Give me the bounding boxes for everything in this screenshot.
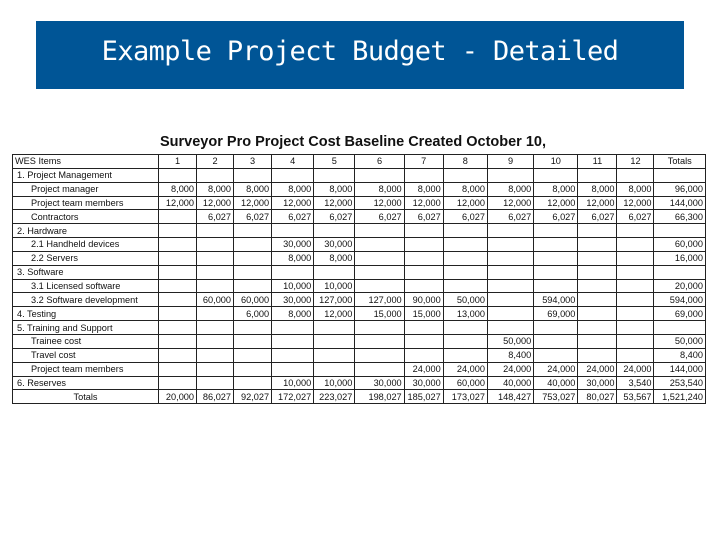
table-cell: 10,000 xyxy=(314,279,355,293)
table-cell xyxy=(617,238,654,252)
table-cell xyxy=(159,307,197,321)
table-cell: 8,000 xyxy=(578,182,617,196)
table-cell: 10,000 xyxy=(272,376,314,390)
table-cell: 12,000 xyxy=(404,196,443,210)
table-cell xyxy=(355,321,404,335)
table-cell: 30,000 xyxy=(272,238,314,252)
table-cell: 8,000 xyxy=(272,307,314,321)
row-label: 4. Testing xyxy=(13,307,159,321)
table-cell xyxy=(234,251,272,265)
table-cell: 60,000 xyxy=(197,293,234,307)
table-cell: 6,027 xyxy=(534,210,578,224)
row-label: 2.1 Handheld devices xyxy=(13,238,159,252)
table-cell: 50,000 xyxy=(487,334,533,348)
header-cell: 8 xyxy=(443,155,487,169)
table-cell xyxy=(272,265,314,279)
table-cell: 80,027 xyxy=(578,390,617,404)
table-cell xyxy=(159,362,197,376)
table-cell xyxy=(197,251,234,265)
table-cell: 86,027 xyxy=(197,390,234,404)
header-cell: 4 xyxy=(272,155,314,169)
table-cell xyxy=(234,348,272,362)
header-cell: 9 xyxy=(487,155,533,169)
header-cell: 7 xyxy=(404,155,443,169)
table-cell: 6,027 xyxy=(617,210,654,224)
table-cell xyxy=(404,334,443,348)
table-cell: 12,000 xyxy=(355,196,404,210)
table-cell: 40,000 xyxy=(534,376,578,390)
header-cell: 3 xyxy=(234,155,272,169)
table-cell: 60,000 xyxy=(443,376,487,390)
table-cell xyxy=(534,334,578,348)
table-cell xyxy=(487,293,533,307)
table-cell xyxy=(355,279,404,293)
table-cell xyxy=(355,224,404,238)
budget-table xyxy=(12,154,706,404)
table-cell: 40,000 xyxy=(487,376,533,390)
table-row xyxy=(13,265,706,279)
table-cell xyxy=(617,334,654,348)
table-cell xyxy=(443,224,487,238)
table-cell xyxy=(197,362,234,376)
row-label: 5. Training and Support xyxy=(13,321,159,335)
table-cell xyxy=(355,251,404,265)
slide-title: Example Project Budget - Detailed xyxy=(101,36,619,67)
table-cell xyxy=(159,348,197,362)
table-cell: 66,300 xyxy=(654,210,706,224)
table-cell: 20,000 xyxy=(159,390,197,404)
table-cell: 12,000 xyxy=(443,196,487,210)
table-cell xyxy=(197,238,234,252)
table-cell: 30,000 xyxy=(355,376,404,390)
table-cell: 8,400 xyxy=(654,348,706,362)
header-cell: 1 xyxy=(159,155,197,169)
table-cell: 8,000 xyxy=(487,182,533,196)
table-cell: 10,000 xyxy=(314,376,355,390)
table-cell xyxy=(159,251,197,265)
table-cell: 12,000 xyxy=(314,196,355,210)
table-cell: 96,000 xyxy=(654,182,706,196)
table-cell xyxy=(654,224,706,238)
table-cell: 13,000 xyxy=(443,307,487,321)
table-cell: 6,027 xyxy=(404,210,443,224)
table-cell: 127,000 xyxy=(314,293,355,307)
table-cell: 144,000 xyxy=(654,362,706,376)
table-cell: 24,000 xyxy=(617,362,654,376)
table-cell xyxy=(272,334,314,348)
table-cell xyxy=(197,321,234,335)
table-cell xyxy=(404,251,443,265)
table-row xyxy=(13,334,706,348)
table-cell: 12,000 xyxy=(534,196,578,210)
table-cell: 223,027 xyxy=(314,390,355,404)
table-cell: 6,027 xyxy=(272,210,314,224)
table-cell xyxy=(355,265,404,279)
table-cell xyxy=(534,321,578,335)
table-cell: 6,027 xyxy=(487,210,533,224)
table-cell xyxy=(404,168,443,182)
table-row xyxy=(13,279,706,293)
table-cell xyxy=(234,224,272,238)
header-row xyxy=(13,155,706,169)
table-cell: 16,000 xyxy=(654,251,706,265)
table-cell: 12,000 xyxy=(314,307,355,321)
table-cell: 3,540 xyxy=(617,376,654,390)
table-cell xyxy=(487,238,533,252)
table-cell xyxy=(234,265,272,279)
table-cell xyxy=(617,168,654,182)
table-cell xyxy=(314,321,355,335)
table-cell xyxy=(197,348,234,362)
header-cell: Totals xyxy=(654,155,706,169)
table-cell: 50,000 xyxy=(654,334,706,348)
table-cell xyxy=(578,238,617,252)
table-cell: 60,000 xyxy=(654,238,706,252)
table-cell xyxy=(159,238,197,252)
row-label: 3.1 Licensed software xyxy=(13,279,159,293)
table-cell xyxy=(404,265,443,279)
table-cell: 8,400 xyxy=(487,348,533,362)
table-cell: 8,000 xyxy=(234,182,272,196)
table-cell xyxy=(197,224,234,238)
table-cell xyxy=(578,334,617,348)
table-cell xyxy=(654,265,706,279)
table-row xyxy=(13,321,706,335)
header-cell: WES Items xyxy=(13,155,159,169)
table-cell xyxy=(272,348,314,362)
table-cell: 6,027 xyxy=(443,210,487,224)
table-cell xyxy=(443,265,487,279)
table-cell xyxy=(159,224,197,238)
table-cell: 90,000 xyxy=(404,293,443,307)
table-cell: 12,000 xyxy=(487,196,533,210)
table-cell xyxy=(487,321,533,335)
table-cell: 253,540 xyxy=(654,376,706,390)
table-cell: 148,427 xyxy=(487,390,533,404)
table-cell: 8,000 xyxy=(404,182,443,196)
table-cell xyxy=(314,168,355,182)
table-cell xyxy=(617,307,654,321)
table-cell xyxy=(197,168,234,182)
table-cell xyxy=(578,348,617,362)
table-cell: 6,027 xyxy=(197,210,234,224)
table-cell xyxy=(314,348,355,362)
table-cell: 8,000 xyxy=(272,182,314,196)
table-cell: 50,000 xyxy=(443,293,487,307)
row-label: Project manager xyxy=(13,182,159,196)
table-cell xyxy=(617,321,654,335)
table-cell: 30,000 xyxy=(272,293,314,307)
table-cell xyxy=(197,334,234,348)
row-label: Trainee cost xyxy=(13,334,159,348)
table-row xyxy=(13,196,706,210)
table-row xyxy=(13,293,706,307)
table-cell xyxy=(443,334,487,348)
table-cell: 753,027 xyxy=(534,390,578,404)
header-cell: 6 xyxy=(355,155,404,169)
table-cell: 6,027 xyxy=(355,210,404,224)
row-label: Project team members xyxy=(13,362,159,376)
table-cell: 10,000 xyxy=(272,279,314,293)
table-cell xyxy=(654,168,706,182)
table-cell xyxy=(404,279,443,293)
table-cell xyxy=(234,168,272,182)
row-label: 2.2 Servers xyxy=(13,251,159,265)
table-cell xyxy=(578,224,617,238)
table-row xyxy=(13,362,706,376)
table-cell xyxy=(197,279,234,293)
table-cell xyxy=(197,376,234,390)
table-cell: 24,000 xyxy=(487,362,533,376)
row-label: Totals xyxy=(13,390,159,404)
table-cell xyxy=(487,265,533,279)
table-cell xyxy=(159,321,197,335)
table-cell xyxy=(534,238,578,252)
table-cell: 92,027 xyxy=(234,390,272,404)
table-row xyxy=(13,238,706,252)
table-cell xyxy=(314,265,355,279)
table-cell xyxy=(159,376,197,390)
table-cell xyxy=(534,168,578,182)
table-cell xyxy=(159,279,197,293)
table-cell xyxy=(487,279,533,293)
row-label: 6. Reserves xyxy=(13,376,159,390)
table-cell xyxy=(443,238,487,252)
table-cell xyxy=(159,210,197,224)
table-cell xyxy=(578,293,617,307)
table-cell xyxy=(443,279,487,293)
table-cell: 127,000 xyxy=(355,293,404,307)
table-cell xyxy=(234,279,272,293)
table-cell xyxy=(578,321,617,335)
table-cell xyxy=(534,251,578,265)
totals-row xyxy=(13,390,706,404)
table-cell: 60,000 xyxy=(234,293,272,307)
table-cell xyxy=(197,265,234,279)
header-cell: 2 xyxy=(197,155,234,169)
table-cell xyxy=(617,251,654,265)
table-cell: 6,027 xyxy=(578,210,617,224)
table-cell xyxy=(272,224,314,238)
table-cell: 172,027 xyxy=(272,390,314,404)
table-cell xyxy=(314,224,355,238)
table-row xyxy=(13,210,706,224)
table-cell xyxy=(355,168,404,182)
table-cell: 8,000 xyxy=(159,182,197,196)
table-cell: 8,000 xyxy=(355,182,404,196)
table-cell: 69,000 xyxy=(534,307,578,321)
table-cell xyxy=(617,348,654,362)
table-cell: 12,000 xyxy=(617,196,654,210)
table-row xyxy=(13,224,706,238)
table-cell: 15,000 xyxy=(404,307,443,321)
table-cell xyxy=(272,321,314,335)
table-cell: 30,000 xyxy=(404,376,443,390)
table-cell: 198,027 xyxy=(355,390,404,404)
table-cell xyxy=(234,376,272,390)
table-row xyxy=(13,376,706,390)
table-cell: 24,000 xyxy=(534,362,578,376)
table-cell xyxy=(578,168,617,182)
table-row xyxy=(13,348,706,362)
table-cell xyxy=(578,307,617,321)
table-cell xyxy=(443,168,487,182)
table-cell: 12,000 xyxy=(578,196,617,210)
table-cell: 30,000 xyxy=(578,376,617,390)
table-cell xyxy=(355,238,404,252)
table-cell xyxy=(534,279,578,293)
table-cell: 15,000 xyxy=(355,307,404,321)
table-cell: 8,000 xyxy=(314,251,355,265)
table-cell xyxy=(443,251,487,265)
table-cell: 8,000 xyxy=(197,182,234,196)
table-row xyxy=(13,251,706,265)
table-cell: 173,027 xyxy=(443,390,487,404)
table-cell: 8,000 xyxy=(617,182,654,196)
table-cell: 1,521,240 xyxy=(654,390,706,404)
table-cell xyxy=(159,265,197,279)
table-cell: 8,000 xyxy=(443,182,487,196)
header-cell: 5 xyxy=(314,155,355,169)
table-cell xyxy=(159,168,197,182)
table-cell: 144,000 xyxy=(654,196,706,210)
table-cell xyxy=(487,251,533,265)
table-cell xyxy=(159,293,197,307)
table-cell xyxy=(272,168,314,182)
table-cell: 12,000 xyxy=(234,196,272,210)
table-cell: 185,027 xyxy=(404,390,443,404)
table-cell xyxy=(355,348,404,362)
table-cell xyxy=(443,321,487,335)
row-label: 3.2 Software development xyxy=(13,293,159,307)
table-cell xyxy=(404,238,443,252)
table-cell: 594,000 xyxy=(534,293,578,307)
table-cell: 12,000 xyxy=(272,196,314,210)
table-cell xyxy=(355,362,404,376)
table-cell xyxy=(617,293,654,307)
table-cell: 6,000 xyxy=(234,307,272,321)
row-label: 2. Hardware xyxy=(13,224,159,238)
table-cell: 6,027 xyxy=(314,210,355,224)
table-cell xyxy=(487,168,533,182)
table-cell xyxy=(654,321,706,335)
table-title: Surveyor Pro Project Cost Baseline Created October 10, xyxy=(160,134,546,150)
table-cell xyxy=(487,224,533,238)
table-cell: 20,000 xyxy=(654,279,706,293)
table-cell xyxy=(578,265,617,279)
table-row xyxy=(13,182,706,196)
table-row xyxy=(13,307,706,321)
table-cell: 24,000 xyxy=(404,362,443,376)
table-cell xyxy=(314,334,355,348)
table-cell: 24,000 xyxy=(443,362,487,376)
table-cell xyxy=(314,362,355,376)
table-cell xyxy=(234,321,272,335)
table-cell xyxy=(234,238,272,252)
table-cell xyxy=(404,348,443,362)
table-cell: 24,000 xyxy=(578,362,617,376)
table-cell xyxy=(578,279,617,293)
table-cell xyxy=(487,307,533,321)
table-cell xyxy=(443,348,487,362)
table-cell xyxy=(617,265,654,279)
table-cell: 8,000 xyxy=(314,182,355,196)
row-label: 3. Software xyxy=(13,265,159,279)
row-label: Project team members xyxy=(13,196,159,210)
table-cell: 6,027 xyxy=(234,210,272,224)
table-cell xyxy=(234,334,272,348)
table-cell: 53,567 xyxy=(617,390,654,404)
table-cell xyxy=(234,362,272,376)
table-cell xyxy=(578,251,617,265)
header-cell: 10 xyxy=(534,155,578,169)
table-cell xyxy=(534,348,578,362)
row-label: Travel cost xyxy=(13,348,159,362)
table-cell xyxy=(404,224,443,238)
table-cell: 69,000 xyxy=(654,307,706,321)
table-cell: 12,000 xyxy=(197,196,234,210)
table-cell: 8,000 xyxy=(272,251,314,265)
table-cell: 30,000 xyxy=(314,238,355,252)
header-cell: 11 xyxy=(578,155,617,169)
table-cell xyxy=(617,224,654,238)
table-cell xyxy=(355,334,404,348)
table-cell xyxy=(534,224,578,238)
title-banner xyxy=(36,21,684,89)
table-cell: 594,000 xyxy=(654,293,706,307)
row-label: 1. Project Management xyxy=(13,168,159,182)
row-label: Contractors xyxy=(13,210,159,224)
table-cell xyxy=(272,362,314,376)
table-cell xyxy=(197,307,234,321)
table-cell: 12,000 xyxy=(159,196,197,210)
table-cell xyxy=(617,279,654,293)
table-cell xyxy=(534,265,578,279)
header-cell: 12 xyxy=(617,155,654,169)
table-row xyxy=(13,168,706,182)
table-cell xyxy=(404,321,443,335)
table-cell xyxy=(159,334,197,348)
table-cell: 8,000 xyxy=(534,182,578,196)
